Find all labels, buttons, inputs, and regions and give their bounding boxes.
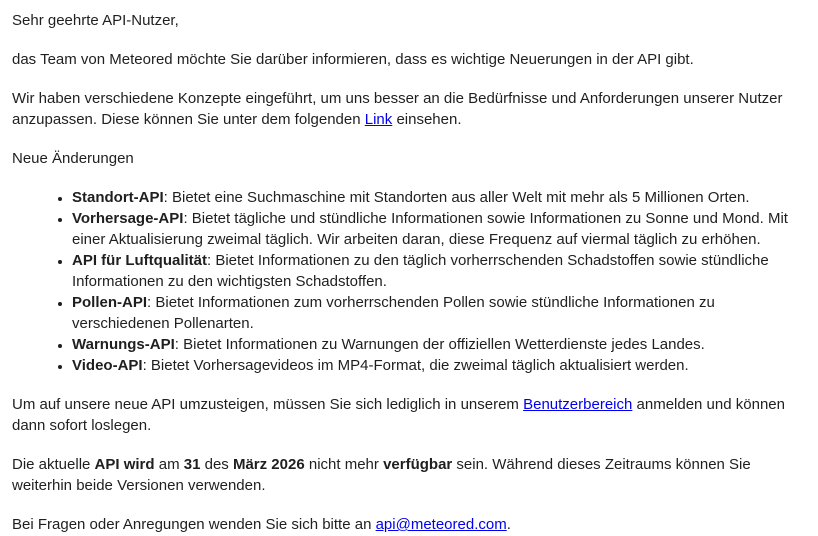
deprecation-bold-verfuegbar: verfügbar [383,456,453,473]
api-term: Warnungs-API [72,336,175,353]
migration-paragraph [12,394,806,436]
contact-email-link[interactable]: api@meteored.com [375,516,507,533]
list-item-video-api [72,355,806,376]
concepts-paragraph [12,88,806,130]
list-item-vorhersage-api [72,208,806,250]
api-term: Vorhersage-API [72,210,184,227]
deprecation-paragraph [12,454,806,496]
concepts-text-after: einsehen. [392,111,462,128]
contact-paragraph [12,514,806,535]
api-description: : Bietet Informationen zu Warnungen der offiziellen Wetterdienste jedes Landes. [174,336,705,353]
intro-text: das Team von Meteored möchte Sie darüber informieren, dass es wichtige Neuerungen in der API gibt. [12,51,694,68]
list-item-standort-api [72,187,806,208]
api-term: Standort-API [72,189,164,206]
deprecation-text: am [154,456,184,473]
api-term: Pollen-API [72,294,148,311]
deprecation-text: Die aktuelle [12,456,95,473]
deprecation-text: sein. Während dieses Zeitraums können Sie weiterhin beide Versionen verwenden. [12,456,751,494]
contact-text-before: Bei Fragen oder Anregungen wenden Sie sich bitte an [12,516,376,533]
concepts-link[interactable]: Link [364,111,393,128]
list-item-luftqualitaet-api [72,250,806,292]
list-item-pollen-api [72,292,806,334]
api-description: : Bietet Informationen zum vorherrschenden Pollen sowie stündliche Informationen zu verschiedenen Pollenarten. [72,294,715,332]
deprecation-text: nicht mehr [304,456,384,473]
concepts-text-before: Wir haben verschiedene Konzepte eingeführt, um uns besser an die Bedürfnisse und Anforderungen unserer Nutzer anzupassen. Diese können Sie unter dem folgenden [12,90,783,128]
api-description: : Bietet tägliche und stündliche Informationen sowie Informationen zu Sonne und Mond. Mit einer Aktualisierung zweimal täglich. Wir arbeiten daran, diese Frequenz auf viermal täglich zu erhöhen. [72,210,788,248]
deprecation-bold-month-year: März 2026 [232,456,305,473]
list-item-warnungs-api [72,334,806,355]
changes-heading: Neue Änderungen [12,150,134,167]
api-description: : Bietet Vorhersagevideos im MP4-Format, die zweimal täglich aktualisiert werden. [142,357,689,374]
api-term: API für Luftqualität [72,252,207,269]
api-term: Video-API [72,357,143,374]
intro-paragraph [12,49,806,70]
api-changes-list [12,187,806,376]
migration-text-before: Um auf unsere neue API umzusteigen, müssen Sie sich lediglich in unserem [12,396,524,413]
deprecation-bold-api-wird: API wird [94,456,155,473]
benutzerbereich-link[interactable]: Benutzerbereich [523,396,633,413]
deprecation-bold-day: 31 [183,456,201,473]
api-description: : Bietet Informationen zu den täglich vorherrschenden Schadstoffen sowie stündliche Informationen zu den wichtigsten Schadstoffen. [72,252,769,290]
contact-text-after: . [506,516,511,533]
greeting-text: Sehr geehrte API-Nutzer, [12,12,179,29]
greeting-paragraph [12,10,806,31]
migration-text-after: anmelden und können dann sofort loslegen. [12,396,785,434]
deprecation-text: des [200,456,233,473]
api-description: : Bietet eine Suchmaschine mit Standorten aus aller Welt mit mehr als 5 Millionen Orten. [163,189,750,206]
